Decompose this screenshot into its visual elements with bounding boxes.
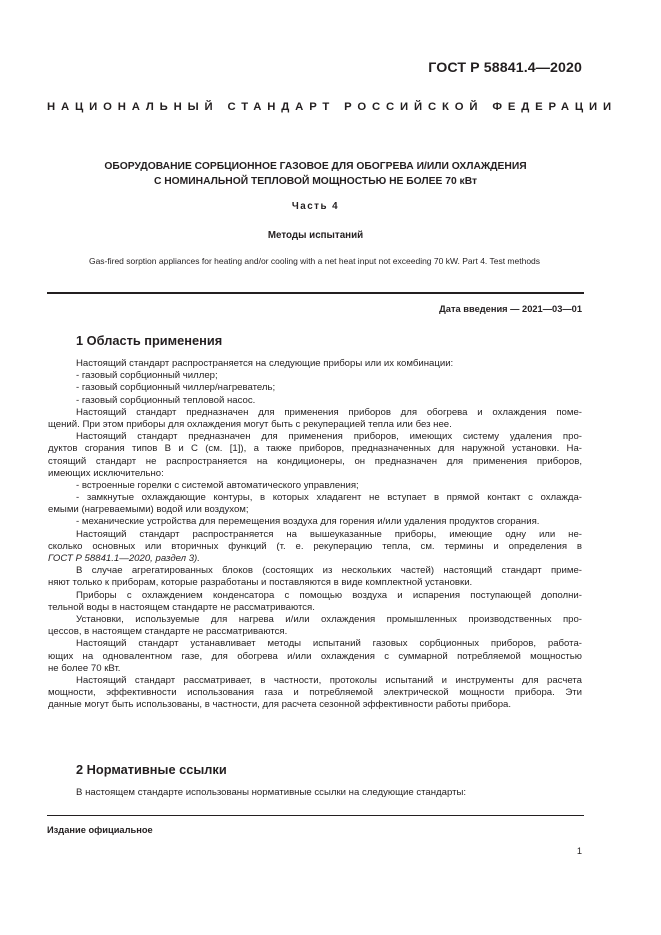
text-line: Настоящий стандарт предназначен для применения приборов, имеющих систему удаления про- [76, 431, 582, 443]
text-line: Настоящий стандарт распространяется на следующие приборы или их комбинации: [76, 358, 454, 369]
section-1-body [48, 358, 582, 711]
text-line: мощности, эффективности использования газа и потребляемой электрической мощности прибора. Эти [48, 687, 582, 699]
main-title-line-2: С НОМИНАЛЬНОЙ ТЕПЛОВОЙ МОЩНОСТЬЮ НЕ БОЛЕЕ 70 кВт [153, 175, 478, 187]
part-label: Часть 4 [291, 201, 340, 212]
text-line: емыми (нагреваемыми) водой или воздухом; [48, 504, 249, 516]
text-line: данные могут быть использованы, в частности, для расчета сезонной эффективности работы прибора. [48, 699, 512, 711]
main-title [47, 160, 584, 189]
text-line: сколько основных или вторичных функций (т. е. рекуперацию тепла, см. термины и определения в [48, 540, 582, 552]
text-line: - газовый сорбционный тепловой насос. [76, 394, 256, 406]
text-line: Настоящий стандарт распространяется на вышеуказанные приборы, имеющие одну или не- [76, 528, 582, 540]
text-line: Установки, используемые для нагрева и/или охлаждения промышленных производственных про- [76, 613, 582, 625]
section-2-body [76, 787, 582, 799]
standard-type-title: НАЦИОНАЛЬНЫЙ СТАНДАРТ РОССИЙСКОЙ ФЕДЕРАЦИИ [47, 101, 617, 113]
text-line: стоящий стандарт не распространяется на кондиционеры, он предназначен для применения приборов, [48, 455, 582, 467]
text-line: ющих на одновалентном газе, для обогрева и/или охлаждения с суммарной потребляемой мощностью [48, 650, 582, 662]
subtitle: Методы испытаний [267, 230, 364, 241]
section-2-heading: 2 Нормативные ссылки [76, 762, 227, 777]
english-title: Gas-fired sorption appliances for heating and/or cooling with a net heat input not exceeding 70 kW. Part 4. Test methods [88, 256, 541, 266]
footer-divider [47, 815, 584, 816]
text-line-italic-ref: ГОСТ Р 58841.1—2020, раздел 3). [48, 553, 200, 564]
text-line: В настоящем стандарте использованы нормативные ссылки на следующие стандарты: [76, 787, 467, 798]
text-line: - механические устройства для перемещения воздуха для горения и/или удаления продуктов сгорания. [76, 516, 540, 528]
section-1-heading: 1 Область применения [76, 333, 223, 348]
introduction-date: Дата введения — 2021—03—01 [439, 304, 582, 314]
text-line: имеющих исключительно: [48, 467, 164, 479]
text-line: не более 70 кВт. [48, 662, 121, 674]
text-line: Настоящий стандарт рассматривает, в частности, протоколы испытаний и инструменты для расчета [76, 674, 582, 686]
title-divider [47, 292, 584, 294]
text-line: - газовый сорбционный чиллер; [76, 370, 218, 382]
text-line: дуктов сгорания типов В и С (см. [1]), а также приборов, предназначенных для наружной установки. На- [48, 443, 582, 455]
text-line: няют только к приборам, которые разработаны и поставляются в виде комплектной установки. [48, 577, 473, 589]
text-line: - газовый сорбционный чиллер/нагреватель; [76, 382, 276, 394]
text-line: - замкнутые охлаждающие контуры, в которых хладагент не вступает в прямой контакт с охлажда- [76, 492, 582, 504]
text-line: тельной воды в настоящем стандарте не рассматриваются. [48, 601, 315, 613]
text-line: Приборы с охлаждением конденсатора с помощью воздуха и испарения поступающей дополни- [76, 589, 582, 601]
text-line: В случае агрегатированных блоков (состоящих из нескольких частей) настоящий стандарт приме- [76, 565, 582, 577]
edition-label: Издание официальное [47, 825, 153, 835]
document-number: ГОСТ Р 58841.4—2020 [428, 60, 582, 76]
text-line: Настоящий стандарт устанавливает методы испытаний газовых сорбционных приборов, работа- [76, 638, 582, 650]
page-number: 1 [576, 846, 582, 856]
text-line: Настоящий стандарт предназначен для применения приборов для обогрева и охлаждения поме- [76, 406, 582, 418]
text-line: - встроенные горелки с системой автоматического управления; [76, 479, 359, 491]
main-title-line-1: ОБОРУДОВАНИЕ СОРБЦИОННОЕ ГАЗОВОЕ ДЛЯ ОБОГРЕВА И/ИЛИ ОХЛАЖДЕНИЯ [104, 161, 527, 172]
text-line: щений. При этом приборы для охлаждения могут быть с рекуперацией тепла или без нее. [48, 418, 452, 430]
text-line: цессов, в настоящем стандарте не рассматриваются. [48, 626, 288, 638]
